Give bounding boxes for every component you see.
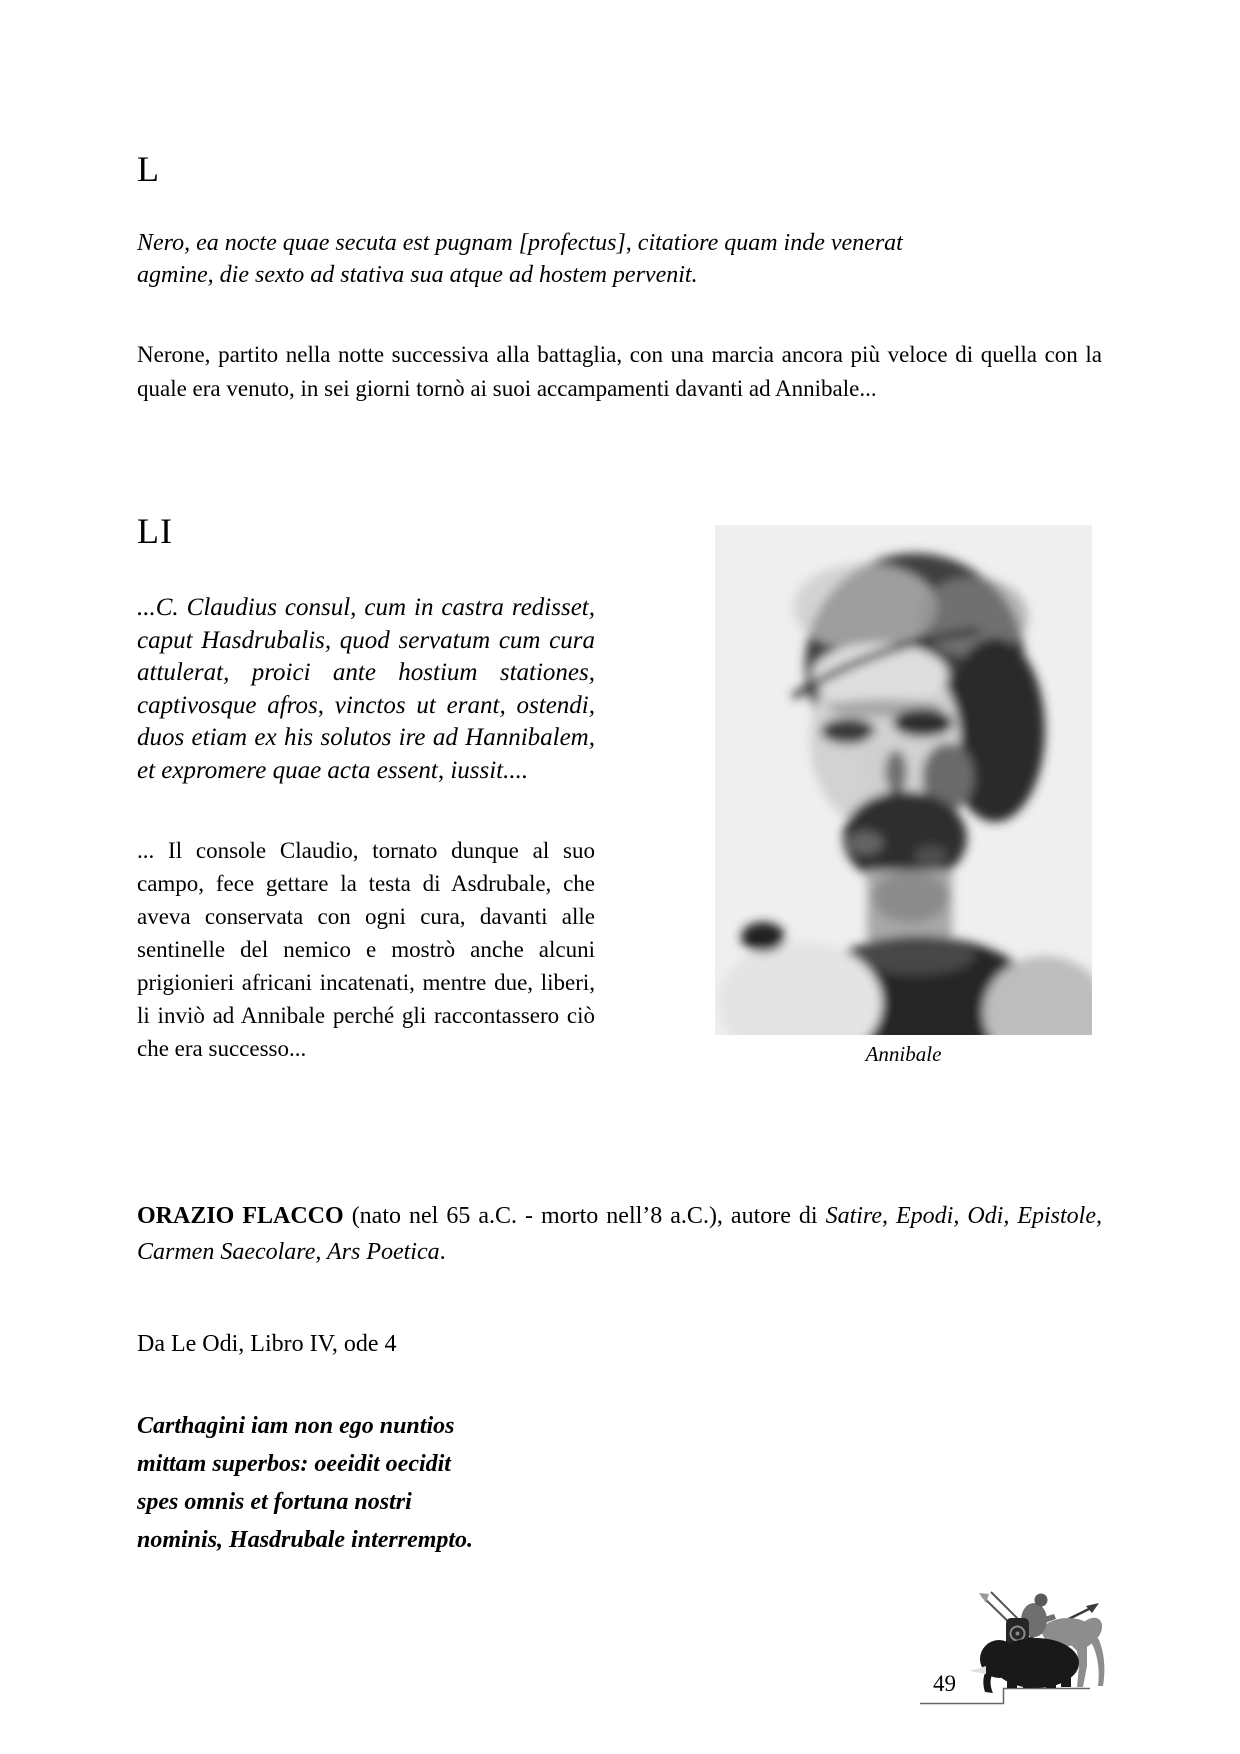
poem-line-4: nominis, Hasdrubale interrempto.	[137, 1527, 474, 1553]
section-l-heading: L	[137, 149, 160, 189]
ode-source-line: Da Le Odi, Libro IV, ode 4	[137, 1331, 397, 1357]
poem-line-2: mittam superbos: oeeidit oecidit	[137, 1451, 451, 1477]
hannibal-bust-caption: Annibale	[865, 1042, 942, 1066]
orazio-paragraph	[137, 1198, 1102, 1270]
poem-line-1: Carthagini iam non ego nuntios	[137, 1413, 455, 1439]
hannibal-bust-photo	[715, 525, 1092, 1035]
hannibal-bust-figure	[715, 525, 1092, 1067]
orazio-name: ORAZIO FLACCO	[137, 1203, 344, 1229]
section-li-heading: LI	[137, 511, 173, 551]
section-l-translation: Nerone, partito nella notte successiva alla battaglia, con una marcia ancora più veloce di quella con la quale era venuto, in sei giorni tornò ai suoi accampamenti davanti ad Annibale...	[137, 342, 1102, 401]
orazio-bio: (nato nel 65 a.C. - morto nell’8 a.C.), autore di	[343, 1203, 826, 1229]
section-li-translation: ... Il console Claudio, tornato dunque al suo campo, fece gettare la testa di Asdrubale, che aveva conservata con ogni cura, davanti alle sentinelle del nemico e mostrò anche alcuni prigionieri africani incatenati, mentre due, liberi, li inviò ad Annibale perché gli raccontassero ciò che era successo...	[137, 838, 595, 1061]
orazio-end-punctuation: .	[439, 1239, 446, 1265]
section-l-latin-quote: Nero, ea nocte quae secuta est pugnam [profectus], citatiore quam inde venerat agmine, die sexto ad stativa sua atque ad hostem pervenit.	[137, 230, 903, 288]
section-li-latin-quote: ...C. Claudius consul, cum in castra redisset, caput Hasdrubalis, quod servatum cum cura attulerat, proici ante hostium stationes, captivosque afros, vinctos ut erant, ostendi, duos etiam ex his solutos ire ad Hannibalem, et expromere quae acta essent, iussit....	[137, 594, 595, 784]
elephant-silhouette	[980, 1638, 1079, 1693]
page-number: 49	[933, 1671, 956, 1696]
ode-poem	[137, 1407, 473, 1559]
poem-line-3: spes omnis et fortuna nostri	[137, 1489, 412, 1515]
orazio-works: Satire, Epodi, Odi, Epistole, Carmen Saecolare, Ars Poetica	[137, 1203, 1102, 1265]
elephant-tusk	[970, 1666, 986, 1674]
